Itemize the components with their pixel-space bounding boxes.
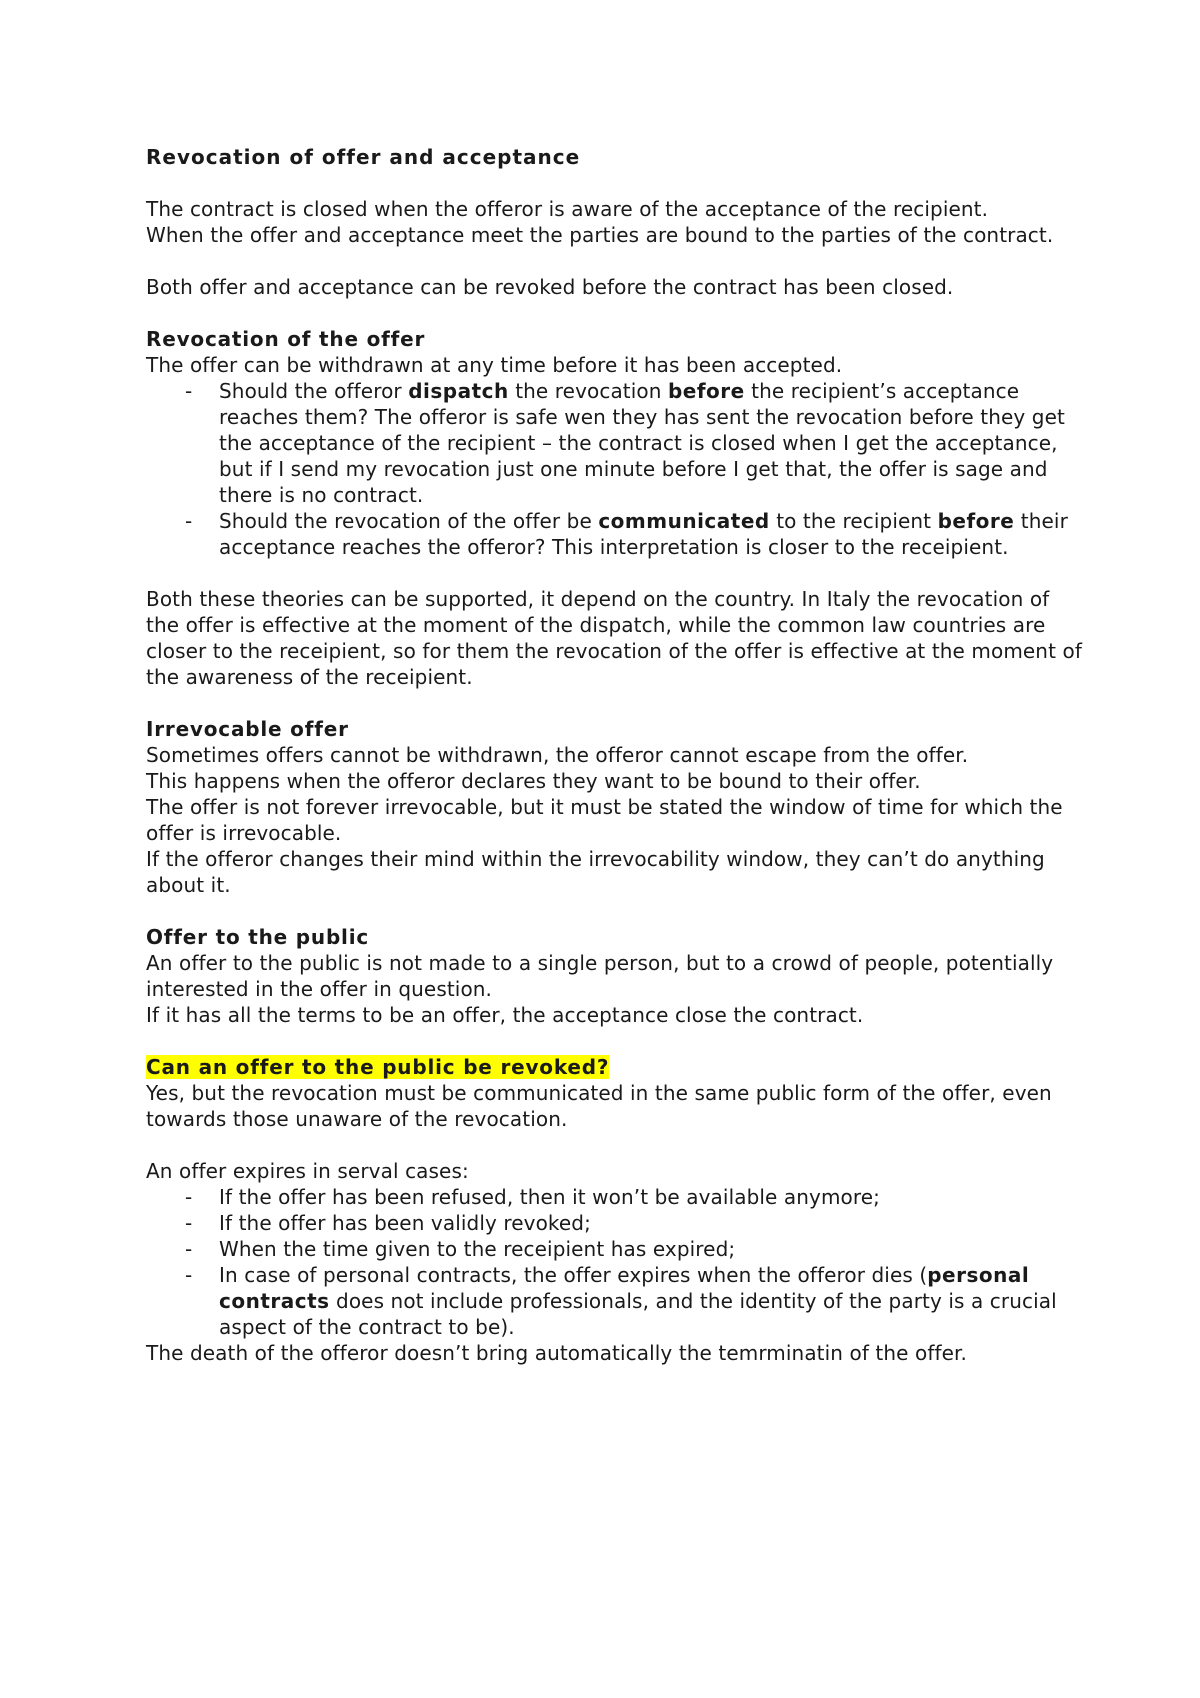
list-item-time-expired: - When the time given to the receipient has expired; — [146, 1236, 1086, 1262]
expiry-cases-list — [146, 1184, 1086, 1340]
irrevocable-paragraph-4: If the offeror changes their mind within the irrevocability window, they can’t do anything about it. — [146, 847, 1045, 897]
list-item-dispatch-theory: - Should the offeror dispatch the revocation before the recipient’s acceptance reaches them? The offeror is safe wen they has sent the revocation before they get the acceptance of the recipient – the contract is closed when I get the acceptance, but if I send my revocation just one minute before I get that, the offer is sage and there is no contract. — [146, 378, 1086, 508]
heading-irrevocable-offer: Irrevocable offer — [146, 717, 349, 741]
irrevocable-paragraph-2: This happens when the offeror declares they want to be bound to their offer. — [146, 769, 921, 793]
public-paragraph-1: An offer to the public is not made to a single person, but to a crowd of people, potentially interested in the offer in question. — [146, 951, 1054, 1001]
document-page — [146, 144, 1086, 1366]
list-item-personal-contracts: - In case of personal contracts, the offer expires when the offeror dies (personal contracts does not include professionals, and the identity of the party is a crucial aspect of the contract to be). — [146, 1262, 1086, 1340]
intro-paragraph-1: The contract is closed when the offeror is aware of the acceptance of the recipient. — [146, 197, 989, 221]
intro-paragraph-3: Both offer and acceptance can be revoked before the contract has been closed. — [146, 275, 954, 299]
list-item-refused: - If the offer has been refused, then it won’t be available anymore; — [146, 1184, 1086, 1210]
list-item-communication-theory: - Should the revocation of the offer be communicated to the recipient before their acceptance reaches the offeror? This interpretation is closer to the receipient. — [146, 508, 1086, 560]
revocation-text: The offer can be withdrawn at any time before it has been accepted. — [146, 353, 843, 377]
theories-paragraph: Both these theories can be supported, it depend on the country. In Italy the revocation of the offer is effective at the moment of the dispatch, while the common law countries are closer to the receipient, so for them the revocation of the offer is effective at the moment of the awareness of the receipient. — [146, 587, 1082, 689]
intro-paragraph-2: When the offer and acceptance meet the parties are bound to the parties of the contract. — [146, 223, 1054, 247]
heading-revocation-of-offer: Revocation of the offer — [146, 327, 426, 351]
closing-paragraph: The death of the offeror doesn’t bring automatically the temrminatin of the offer. — [146, 1341, 967, 1365]
revoke-public-paragraph: Yes, but the revocation must be communicated in the same public form of the offer, even towards those unaware of the revocation. — [146, 1081, 1052, 1131]
heading-offer-to-public: Offer to the public — [146, 925, 370, 949]
list-item-revoked: - If the offer has been validly revoked; — [146, 1210, 1086, 1236]
revocation-theories-list — [146, 378, 1086, 560]
expiry-intro: An offer expires in serval cases: — [146, 1159, 469, 1183]
public-paragraph-2: If it has all the terms to be an offer, the acceptance close the contract. — [146, 1003, 864, 1027]
irrevocable-paragraph-3: The offer is not forever irrevocable, but it must be stated the window of time for which the offer is irrevocable. — [146, 795, 1063, 845]
heading-revoke-public-offer — [146, 1054, 1086, 1080]
highlighted-question: Can an offer to the public be revoked? — [146, 1055, 610, 1079]
document-title: Revocation of offer and acceptance — [146, 145, 581, 169]
irrevocable-paragraph-1: Sometimes offers cannot be withdrawn, the offeror cannot escape from the offer. — [146, 743, 969, 767]
